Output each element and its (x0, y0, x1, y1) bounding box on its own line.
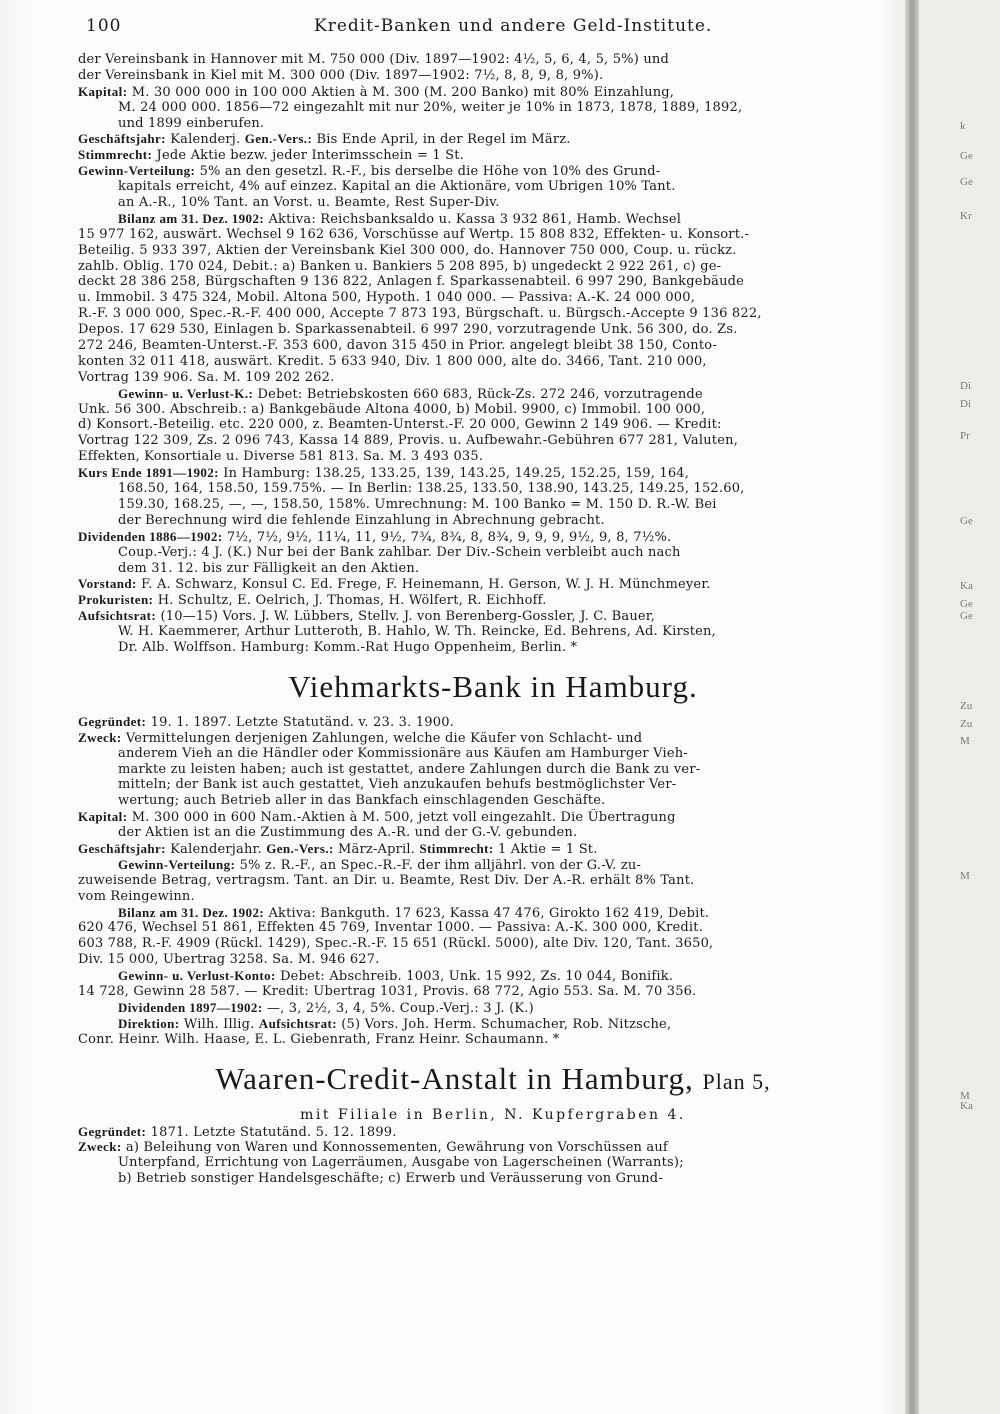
text-line (78, 100, 908, 116)
field-text: 5% z. R.-F., an Spec.-R.-F. der ihm alljährl. von der G.-V. zu- (239, 857, 642, 873)
text-line (78, 762, 908, 778)
field-label: Kapital: (78, 83, 128, 99)
field-text: wertung; auch Betrieb aller in das Bankfach einschlagenden Geschäfte. (118, 793, 606, 809)
field-text: kapitals erreicht, 4% auf einzez. Kapital an die Aktionäre, vom Übrigen 10% Tant. (118, 179, 676, 195)
text-line (78, 1016, 908, 1032)
text-line (78, 968, 908, 984)
field-text: 7½, 7½, 9½, 11¼, 11, 9½, 7¾, 8¾, 8, 8¾, 9, 9, 9, 9½, 9, 8, 7½%. (226, 529, 672, 545)
text-line (78, 714, 908, 730)
field-text: Kalenderjahr. (170, 841, 262, 857)
text-line (78, 857, 908, 873)
text-line (78, 984, 908, 1000)
text-line (78, 777, 908, 793)
text-line (78, 386, 908, 402)
field-label: Dividenden 1897—1902: (118, 999, 263, 1015)
text-line (78, 1124, 908, 1140)
text-line (78, 274, 908, 290)
text-line (78, 545, 908, 561)
field-text: Dr. Alb. Wolffson. Hamburg: Komm.-Rat Hugo Oppenheim, Berlin. * (118, 639, 578, 655)
text-line (78, 227, 908, 243)
section-waaren-credit-anstalt (78, 1124, 908, 1188)
field-text: 620 476, Wechsel 51 861, Effekten 45 769, Inventar 1000. — Passiva: A.-K. 300 000, Kredit. (78, 920, 704, 936)
text-line (78, 873, 908, 889)
field-label: Kapital: (78, 809, 128, 825)
adjacent-page-fragment: Zu (960, 718, 973, 730)
running-header (78, 16, 908, 52)
page-number: 100 (86, 16, 122, 36)
adjacent-page-fragment: Ka (960, 1100, 973, 1112)
field-text: der Vereinsbank in Kiel mit M. 300 000 (Div. 1897—1902: 7½, 8, 8, 9, 8, 9%). (78, 67, 604, 83)
heading-main: Waaren-Credit-Anstalt in Hamburg, (215, 1060, 694, 1096)
field-text: 168.50, 164, 158.50, 159.75%. — In Berlin: 138.25, 133.50, 138.90, 143.25, 149.25, 152.60, (118, 481, 745, 497)
field-text: 603 788, R.-F. 4909 (Rückl. 1429), Spec.-R.-F. 15 651 (Rückl. 5000), alte Div. 120, Tant. 3650, (78, 936, 714, 952)
field-text: 159.30, 168.25, —, —, 158.50, 158%. Umrechnung: M. 100 Banko = M. 150 D. R.-W. Bei (118, 496, 717, 512)
field-text: M. 30 000 000 in 100 000 Aktien à M. 300 (M. 200 Banko) mit 80% Einzahlung, (131, 84, 675, 100)
adjacent-page-fragment: k (960, 120, 966, 132)
text-line (78, 841, 908, 857)
field-text: Beteilig. 5 933 397, Aktien der Vereinsbank Kiel 300 000, do. Hannover 750 000, Coup. u. rückz. (78, 242, 737, 258)
adjacent-page-fragment: Zu (960, 700, 973, 712)
adjacent-page-fragment: Ge (960, 610, 973, 622)
field-label: Gewinn- u. Verlust-K.: (118, 385, 254, 401)
field-text: 14 728, Gewinn 28 587. — Kredit: Übertrag 1031, Provis. 68 772, Agio 553. Sa. M. 70 356. (78, 983, 697, 999)
field-text: W. H. Kaemmerer, Arthur Lutteroth, B. Hahlo, W. Th. Reincke, Ed. Behrens, Ad. Kirsten, (118, 624, 716, 640)
field-text: Vermittelungen derjenigen Zahlungen, welche die Käufer von Schlacht- und (125, 730, 643, 746)
heading-plan: Plan 5, (702, 1068, 771, 1094)
adjacent-page-fragment: Ge (960, 598, 973, 610)
text-line (78, 465, 908, 481)
field-text: März-April. (338, 841, 416, 857)
field-label: Bilanz am 31. Dez. 1902: (118, 904, 265, 920)
text-line (78, 920, 908, 936)
text-line (78, 592, 908, 608)
text-line (78, 195, 908, 211)
field-text: Vortrag 122 309, Zs. 2 096 743, Kassa 14 889, Provis. u. Aufbewahr.-Gebühren 677 281, Valuten, (78, 433, 739, 449)
text-line (78, 338, 908, 354)
text-line (78, 793, 908, 809)
field-text: d) Konsort.-Beteilig. etc. 220 000, z. Beamten-Unterst.-F. 20 000, Gewinn 2 149 906. — Kredit: (78, 417, 722, 433)
text-line (78, 116, 908, 132)
field-text: In Hamburg: 138.25, 133.25, 139, 143.25, 149.25, 152.25, 159, 164, (223, 466, 690, 482)
field-label: Aufsichtsrat: (258, 1015, 337, 1031)
page-content (78, 16, 908, 1187)
field-label: Aufsichtsrat: (78, 608, 157, 624)
section-heading-waaren-credit-anstalt (78, 1056, 908, 1102)
section-heading-viehmarkts-bank: Viehmarkts-Bank in Hamburg. (288, 668, 698, 704)
text-line (78, 322, 908, 338)
section-viehmarkts-bank (78, 714, 908, 1048)
field-text: Debet: Abschreib. 1003, Unk. 15 992, Zs. 10 044, Bonifik. (280, 969, 674, 984)
field-label: Vorstand: (78, 576, 137, 592)
adjacent-page-fragment: Ge (960, 150, 973, 162)
field-text: Wilh. Illig. (183, 1016, 255, 1032)
field-text: deckt 28 386 258, Bürgschaften 9 136 822, Anlagen f. Sparkassenabteil. 6 997 290, Bankgebäude (78, 274, 745, 290)
field-label: Dividenden 1886—1902: (78, 528, 223, 544)
field-text: H. Schultz, E. Oelrich, J. Thomas, H. Wölfert, R. Eichhoff. (157, 593, 547, 609)
adjacent-page-fragment: Di (960, 398, 971, 410)
field-text: M. 300 000 in 600 Nam.-Aktien à M. 500, jetzt voll eingezahlt. Die Übertragung (131, 810, 676, 826)
field-text: u. Immobil. 3 475 324, Mobil. Altona 500, Hypoth. 1 040 000. — Passiva: A.-K. 24 000 000, (78, 290, 696, 306)
field-text: 1 Aktie = 1 St. (498, 841, 598, 857)
text-line (78, 481, 908, 497)
text-line (78, 640, 908, 656)
field-text: Coup.-Verj.: 4 J. (K.) Nur bei der Bank zahlbar. Der Div.-Schein verbleibt auch nach (118, 544, 681, 560)
text-line (78, 1032, 908, 1048)
text-line (78, 1000, 908, 1016)
field-text: zuweisende Betrag, vertragsm. Tant. an Dir. u. Beamte, Rest Div. Der A.-R. erhält 8% Tant. (78, 872, 695, 888)
text-line (78, 290, 908, 306)
field-text: 15 977 162, auswärt. Wechsel 9 162 636, Vorschüsse auf Wertp. 15 808 832, Effekten- u. Konsort.- (78, 226, 750, 242)
field-label: Gewinn- u. Verlust-Konto: (118, 968, 276, 984)
text-line (78, 417, 908, 433)
adjacent-page-fragment: Di (960, 380, 971, 392)
text-line (78, 746, 908, 762)
text-line (78, 809, 908, 825)
field-text: anderem Vieh an die Händler oder Kommissionäre aus Käufen am Hamburger Vieh- (118, 745, 688, 761)
text-line (78, 402, 908, 418)
field-text: 19. 1. 1897. Letzte Statutänd. v. 23. 3. 1900. (150, 714, 455, 730)
field-text: 272 246, Beamten-Unterst.-F. 353 600, davon 315 450 in Prior. angelegt bleibt 38 150, Conto- (78, 338, 717, 354)
field-label: Gegründet: (78, 713, 147, 729)
field-text: (10—15) Vors. J. W. Lübbers, Stellv. J. von Berenberg-Gossler, J. C. Bauer, (160, 609, 656, 625)
field-text: b) Betrieb sonstiger Handelsgeschäfte; c) Erwerb und Veräusserung von Grund- (118, 1171, 663, 1187)
field-text: der Berechnung wird die fehlende Einzahlung in Abrechnung gebracht. (118, 512, 605, 528)
field-label: Gewinn-Verteilung: (118, 856, 236, 872)
field-label: Zweck: (78, 1139, 122, 1155)
field-text: Vortrag 139 906. Sa. M. 109 202 262. (78, 369, 335, 385)
field-text: Conr. Heinr. Wilh. Haase, E. L. Giebenrath, Franz Heinr. Schaumann. * (78, 1031, 560, 1047)
text-line (78, 449, 908, 465)
field-label: Gen.-Vers.: (266, 840, 334, 856)
text-line (78, 147, 908, 163)
field-text: F. A. Schwarz, Konsul C. Ed. Frege, F. Heinemann, H. Gerson, W. J. H. Münchmeyer. (141, 577, 711, 593)
adjacent-page-fragment: Ge (960, 515, 973, 527)
field-label: Bilanz am 31. Dez. 1902: (118, 210, 265, 226)
field-text: a) Beleihung von Waren und Konnossementen, Gewährung von Vorschüssen auf (125, 1140, 668, 1156)
text-line (78, 52, 908, 68)
field-text: M. 24 000 000. 1856—72 eingezahlt mit nur 20%, weiter je 10% in 1873, 1878, 1889, 1892, (118, 99, 743, 115)
field-text: Bis Ende April, in der Regel im März. (316, 132, 571, 148)
field-text: Debet: Betriebskosten 660 683, Rück-Zs. 272 246, vorzutragende (257, 386, 703, 402)
text-line (78, 259, 908, 275)
field-text: an A.-R., 10% Tant. an Vorst. u. Beamte, Rest Super-Div. (118, 195, 500, 211)
section-subheading: mit Filiale in Berlin, N. Kupfergraben 4. (300, 1106, 686, 1123)
field-label: Geschäftsjahr: (78, 131, 166, 147)
text-line (78, 561, 908, 577)
field-label: Stimmrecht: (78, 147, 153, 163)
text-line (78, 179, 908, 195)
field-text: der Aktien ist an die Zustimmung des A.-R. und der G.-V. gebunden. (118, 825, 578, 841)
text-line (78, 529, 908, 545)
field-text: konten 32 011 418, auswärt. Kredit. 5 633 940, Div. 1 800 000, alte do. 3466, Tant. 210 000, (78, 353, 707, 369)
adjacent-page-fragment: Ka (960, 580, 973, 592)
text-line (78, 889, 908, 905)
text-line (78, 825, 908, 841)
field-text: Aktiva: Bankguth. 17 623, Kassa 47 476, Girokto 162 419, Debit. (268, 905, 710, 921)
field-text: Div. 15 000, Übertrag 3258. Sa. M. 946 627. (78, 952, 380, 968)
field-text: zahlb. Oblig. 170 024, Debit.: a) Banken u. Bankiers 5 208 895, b) ungedeckt 2 922 261, c) ge- (78, 258, 722, 274)
text-line (78, 497, 908, 513)
text-line (78, 354, 908, 370)
running-title: Kredit-Banken und andere Geld-Institute. (314, 16, 713, 36)
field-text: vom Reingewinn. (78, 888, 195, 904)
field-text: Kalenderj. (170, 132, 241, 148)
text-line (78, 905, 908, 921)
field-text: 1871. Letzte Statutänd. 5. 12. 1899. (150, 1124, 397, 1140)
text-line (78, 936, 908, 952)
text-line (78, 1139, 908, 1155)
text-line (78, 1171, 908, 1187)
text-line (78, 131, 908, 147)
text-line (78, 513, 908, 529)
field-label: Geschäftsjahr: (78, 840, 166, 856)
adjacent-page-fragment: M (960, 735, 970, 747)
text-line (78, 730, 908, 746)
field-text: 5% an den gesetzl. R.-F., bis derselbe die Höhe von 10% des Grund- (199, 164, 661, 180)
adjacent-page-fragment: Kr (960, 210, 972, 222)
field-label: Gegründet: (78, 1123, 147, 1139)
field-text: Aktiva: Reichsbanksaldo u. Kassa 3 932 861, Hamb. Wechsel (268, 211, 682, 227)
field-text: der Vereinsbank in Hannover mit M. 750 000 (Div. 1897—1902: 4½, 5, 6, 4, 5, 5%) und (78, 52, 669, 67)
text-line (78, 84, 908, 100)
text-line (78, 608, 908, 624)
field-text: Jede Aktie bezw. jeder Interimsschein = 1 St. (156, 148, 465, 164)
field-label: Kurs Ende 1891—1902: (78, 465, 219, 481)
field-label: Gewinn-Verteilung: (78, 163, 196, 179)
adjacent-page-fragment: M (960, 870, 970, 882)
field-label: Prokuristen: (78, 592, 154, 608)
section-vereinsbank-continued (78, 52, 908, 656)
field-text: dem 31. 12. bis zur Fälligkeit an den Aktien. (118, 560, 420, 576)
text-line (78, 433, 908, 449)
text-line (78, 370, 908, 386)
field-text: R.-F. 3 000 000, Spec.-R.-F. 400 000, Accepte 7 873 193, Bürgschaft. u. Bürgsch.-Accepte 9 136 822, (78, 306, 762, 322)
adjacent-page-fragment: Ge (960, 176, 973, 188)
field-text: Effekten, Konsortiale u. Diverse 581 813. Sa. M. 3 493 035. (78, 449, 484, 465)
text-line (78, 952, 908, 968)
adjacent-page-fragment: Pr (960, 430, 970, 442)
field-text: (5) Vors. Joh. Herm. Schumacher, Rob. Nitzsche, (341, 1016, 672, 1032)
field-label: Gen.-Vers.: (244, 131, 313, 147)
text-line (78, 243, 908, 259)
text-line (78, 624, 908, 640)
text-line (78, 68, 908, 84)
text-line (78, 306, 908, 322)
field-text: Depos. 17 629 530, Einlagen b. Sparkassenabteil. 6 997 290, vorzutragende Unk. 56 300, do. Zs. (78, 322, 738, 338)
field-text: Unk. 56 300. Abschreib.: a) Bankgebäude Altona 4000, b) Mobil. 9900, c) Immobil. 100 000, (78, 401, 706, 417)
field-text: Unterpfand, Errichtung von Lagerräumen, Ausgabe von Lagerscheinen (Warrants); (118, 1155, 684, 1171)
field-label: Stimmrecht: (419, 840, 494, 856)
field-label: Direktion: (118, 1015, 180, 1031)
text-line (78, 576, 908, 592)
field-text: mitteln; der Bank ist auch gestattet, Vieh anzukaufen behufs bestmöglichster Ver- (118, 777, 677, 793)
field-label: Zweck: (78, 729, 122, 745)
field-text: —, 3, 2½, 3, 4, 5%. Coup.-Verj.: 3 J. (K.) (266, 1000, 534, 1016)
field-text: und 1899 einberufen. (118, 115, 265, 131)
text-line (78, 211, 908, 227)
field-text: markte zu leisten haben; auch ist gestattet, andere Zahlungen durch die Bank zu ver- (118, 761, 701, 777)
text-line (78, 1155, 908, 1171)
text-line (78, 163, 908, 179)
adjacent-page-fragment: M (960, 1090, 970, 1102)
